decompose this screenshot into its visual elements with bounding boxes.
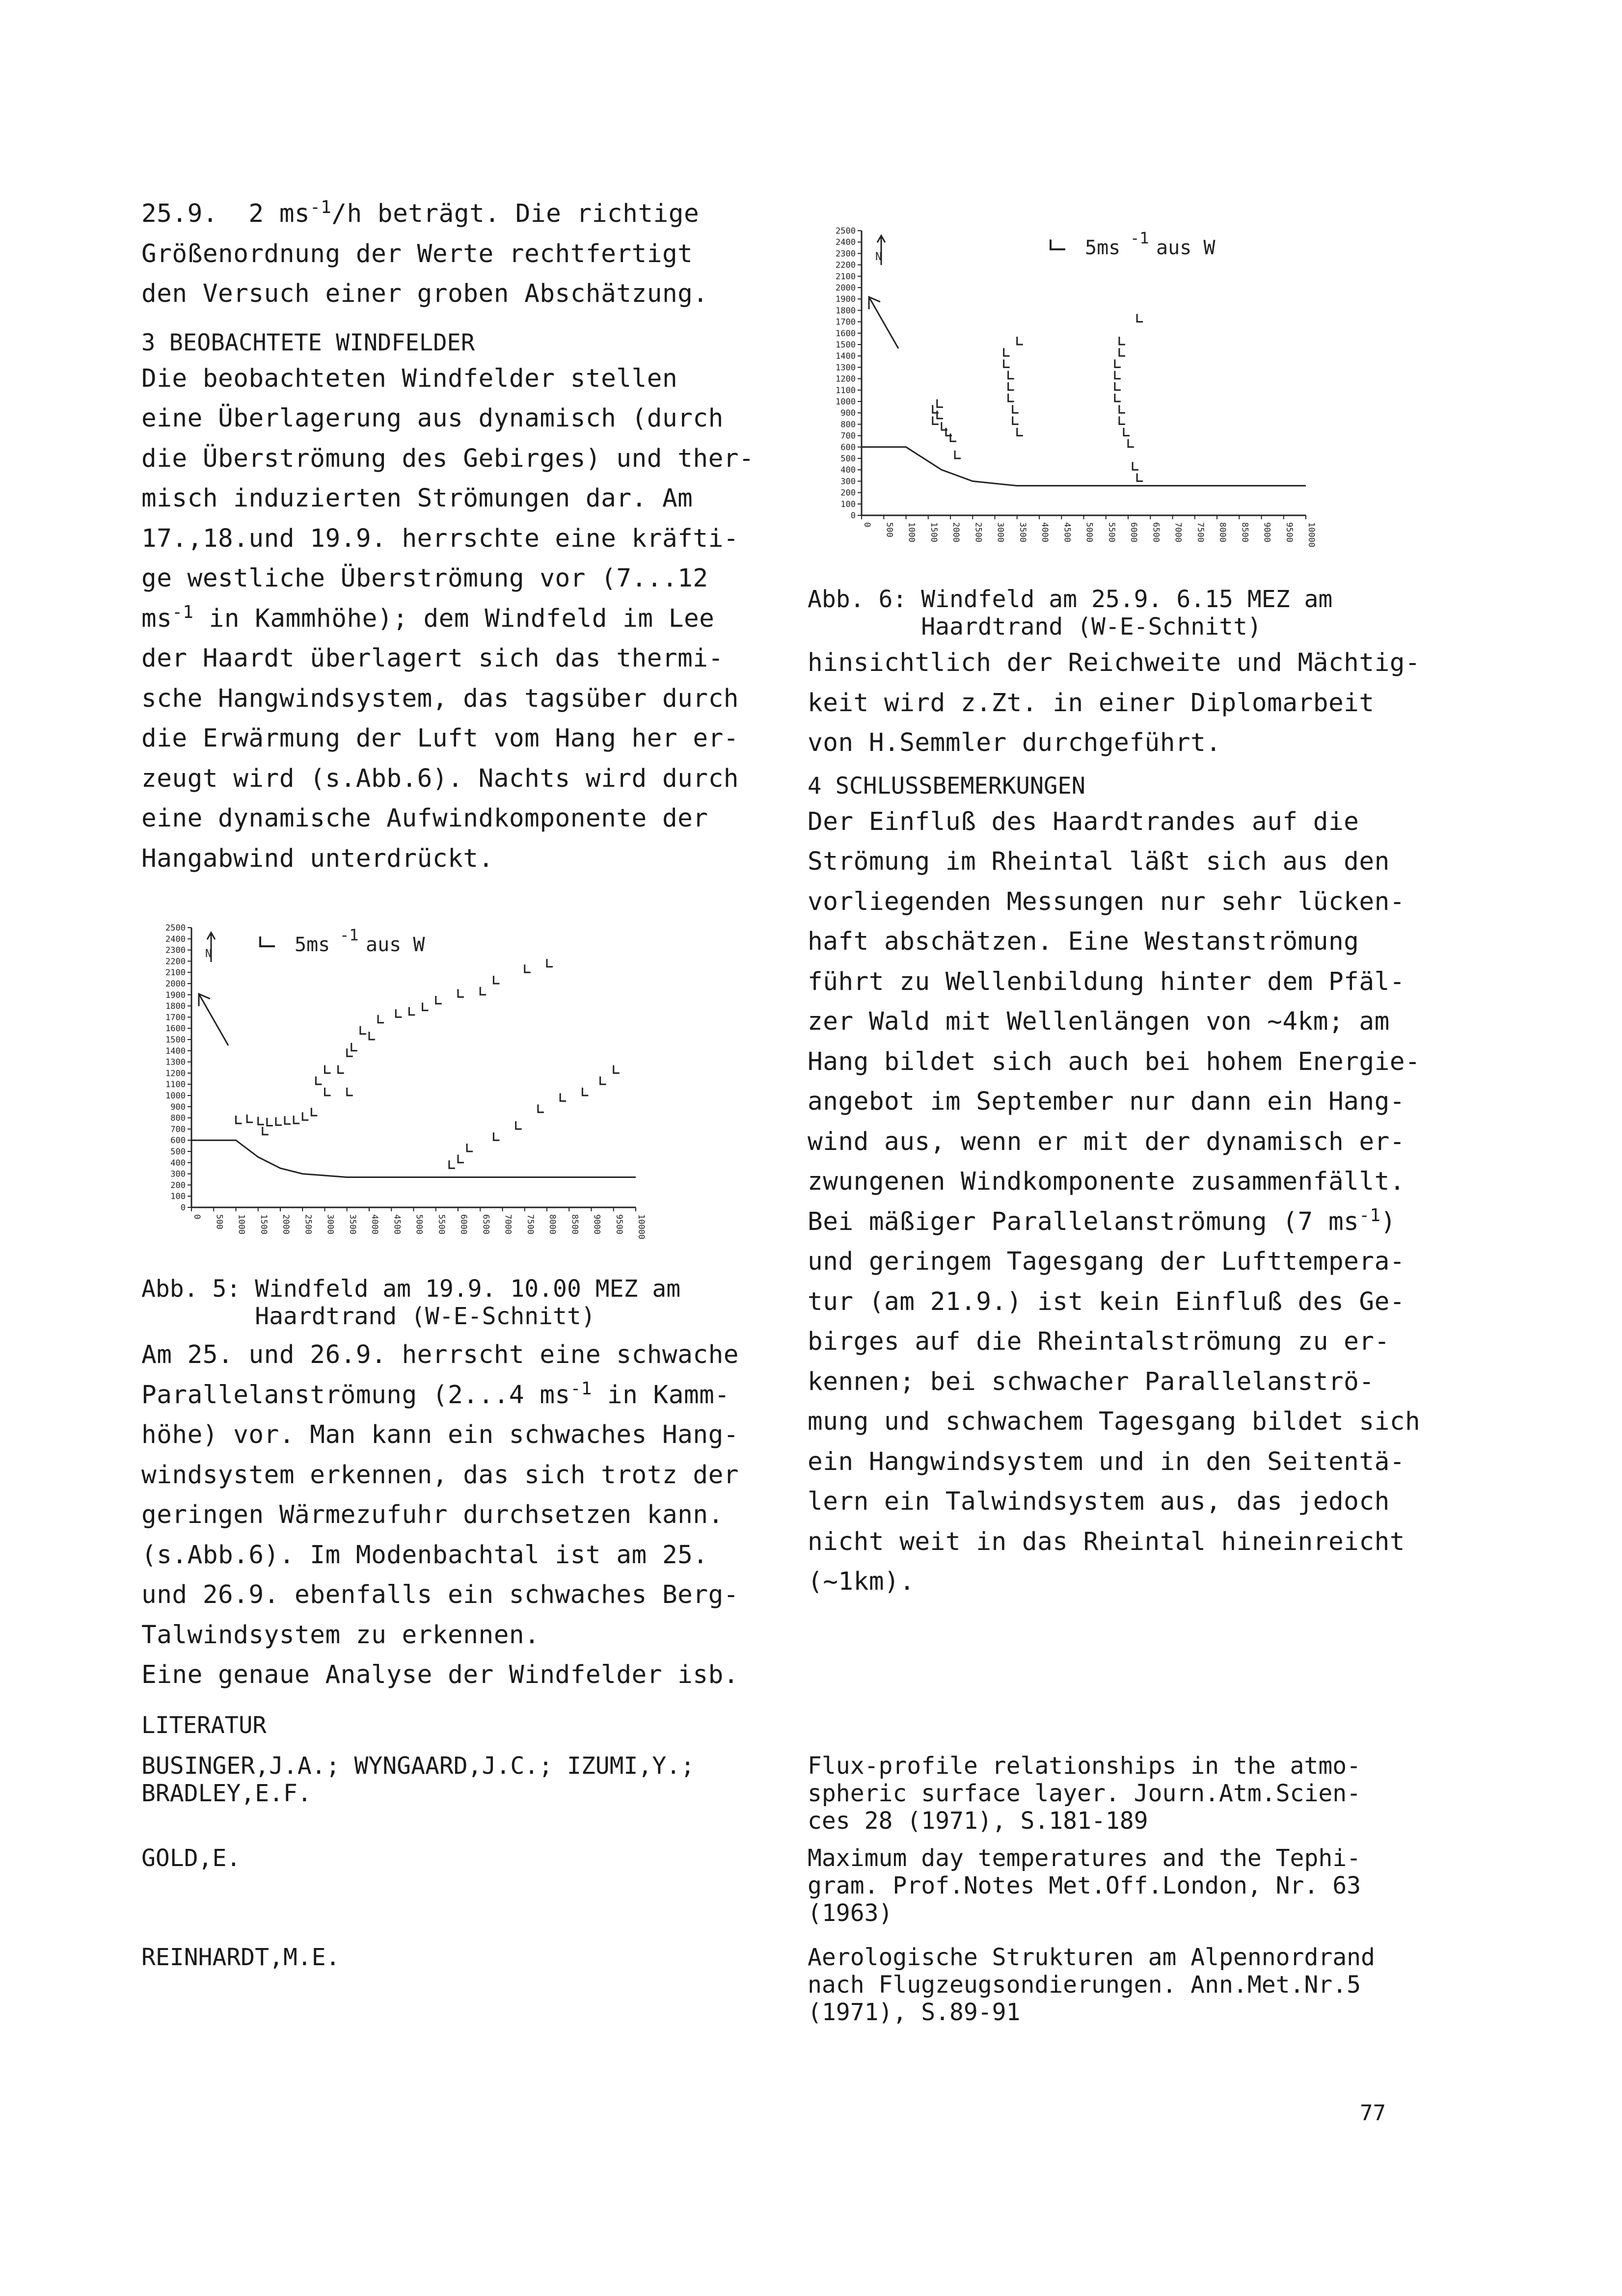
wind-barb [396, 1009, 402, 1017]
y-tick-label: 2200 [836, 260, 856, 270]
text-line: angebot im September nur dann ein Hang- [808, 1087, 1405, 1116]
text-line: Flux-profile relationships in the atmo- [808, 1752, 1361, 1780]
wind-barb [1137, 314, 1143, 322]
x-tick-label: 7000 [1173, 522, 1183, 542]
left-column [141, 194, 780, 879]
reference-arrow-icon [199, 994, 228, 1045]
text-line: kennen; bei schwacher Parallelanströ- [808, 1367, 1375, 1396]
text-line: mung und schwachem Tagesgang bildet sich [808, 1407, 1421, 1436]
y-tick-label: 300 [840, 477, 856, 487]
section-3-heading: 3 BEOBACHTETE WINDFELDER [141, 329, 475, 356]
y-tick-label: 300 [170, 1169, 186, 1179]
wind-barb [480, 987, 486, 995]
y-tick-label: 1400 [836, 351, 856, 362]
text-line: (s.Abb.6). Im Modenbachtal ist am 25. [141, 1540, 708, 1570]
wind-barb [360, 1026, 366, 1034]
y-tick-label: 2500 [165, 923, 186, 933]
paragraph-3 [141, 1335, 780, 1695]
y-tick-label: 700 [170, 1124, 186, 1135]
text-line: Die beobachteten Windfelder stellen [141, 364, 678, 393]
text-line: Am 25. und 26.9. herrscht eine schwache [141, 1340, 739, 1369]
y-tick-label: 1800 [165, 1001, 186, 1012]
y-tick-label: 2100 [165, 968, 186, 978]
wind-barb [302, 1112, 308, 1120]
text-line: ge westliche Überströmung vor (7...12 [141, 564, 708, 593]
legend-speed: 5ms [1085, 237, 1121, 259]
text-line: Strömung im Rheintal läßt sich aus den [808, 847, 1390, 876]
wind-barb [538, 1104, 544, 1112]
paragraph-5 [808, 802, 1460, 1602]
text-line: Abb. 5: Windfeld am 19.9. 10.00 MEZ am [141, 1275, 681, 1303]
y-tick-label: 700 [840, 431, 856, 441]
text-line: den Versuch einer groben Abschätzung. [141, 279, 708, 308]
x-tick-label: 7000 [503, 1214, 513, 1234]
text-line: führt zu Wellenbildung hinter dem Pfäl- [808, 967, 1405, 996]
wind-barb [582, 1088, 588, 1095]
text-line: nach Flugzeugsondierungen. Ann.Met.Nr.5 [808, 1971, 1361, 1999]
wind-barb [285, 1116, 291, 1124]
y-tick-label: 1000 [836, 397, 856, 407]
text-line: ein Hangwindsystem und in den Seitentä- [808, 1447, 1405, 1476]
text-line: sche Hangwindsystem, das tagsüber durch [141, 684, 739, 713]
reference-arrow-icon [869, 297, 898, 348]
wind-barb [937, 411, 943, 419]
wind-barb [338, 1065, 344, 1073]
y-tick-label: 100 [170, 1192, 186, 1202]
wind-barb [1008, 394, 1014, 401]
wind-barb [1119, 416, 1125, 424]
y-tick-label: 200 [170, 1180, 186, 1191]
text-line: BRADLEY,E.F. [141, 1780, 312, 1807]
y-tick-label: 2000 [165, 979, 186, 989]
paragraph-2 [141, 359, 780, 879]
y-tick-label: 1100 [165, 1080, 186, 1090]
wind-barb [449, 1160, 455, 1168]
x-tick-label: 500 [214, 1214, 224, 1229]
wind-barb [316, 1076, 322, 1084]
x-tick-label: 0 [192, 1214, 202, 1220]
text-line: REINHARDT,M.E. [141, 1944, 340, 1971]
text-line: und 26.9. ebenfalls ein schwaches Berg- [141, 1580, 739, 1609]
wind-barb [1133, 462, 1138, 470]
text-line: Bei mäßiger Parallelanströmung (7 $ms^{-1}$) [808, 1205, 1396, 1236]
text-line: geringen Wärmezufuhr durchsetzen kann. [141, 1500, 724, 1529]
wind-barb [325, 1065, 331, 1073]
text-line: Aerologische Strukturen am Alpennordrand [808, 1944, 1375, 1971]
y-tick-label: 1100 [836, 385, 856, 396]
y-tick-label: 1600 [836, 328, 856, 339]
x-tick-label: 5500 [436, 1214, 446, 1234]
text-line: höhe) vor. Man kann ein schwaches Hang- [141, 1420, 739, 1449]
wind-barb [560, 1093, 566, 1101]
axes [165, 923, 646, 1239]
wind-barb [1128, 439, 1134, 447]
wind-barb [1115, 394, 1121, 401]
x-tick-label: 0 [862, 522, 872, 528]
text-line: (1971), S.89-91 [808, 1999, 1021, 2026]
text-line: Talwindsystem zu erkennen. [141, 1620, 540, 1650]
x-tick-label: 7500 [525, 1214, 535, 1234]
x-tick-label: 3000 [325, 1214, 335, 1234]
text-line: 17.,18.und 19.9. herrschte eine kräfti- [141, 524, 739, 553]
wind-barb [247, 1115, 253, 1122]
wind-barb [325, 1088, 331, 1095]
wind-barb [1137, 473, 1143, 481]
wind-barb [1119, 348, 1125, 356]
y-tick-label: 1400 [165, 1046, 186, 1056]
wind-barb [1008, 371, 1014, 379]
wind-barb [1115, 371, 1121, 379]
wind-barb [614, 1065, 620, 1073]
x-tick-label: 1500 [928, 522, 939, 542]
text-line: $ms^{-1}$ in Kammhöhe); dem Windfeld im Lee [141, 602, 715, 633]
x-tick-label: 9000 [1262, 522, 1272, 542]
text-line: von H.Semmler durchgeführt. [808, 728, 1221, 757]
wind-barb [294, 1116, 299, 1123]
ref-title-3 [808, 1944, 1460, 2026]
x-tick-label: 6000 [459, 1214, 468, 1234]
text-line: (1963) [808, 1899, 893, 1927]
literature [141, 1706, 780, 1745]
wind-barb [955, 451, 961, 458]
y-tick-label: 1200 [165, 1068, 186, 1079]
y-tick-label: 2400 [836, 238, 856, 248]
wind-barb [1017, 337, 1023, 345]
y-tick-label: 1500 [165, 1035, 186, 1045]
wind-barb [1013, 405, 1019, 413]
text-line: tur (am 21.9.) ist kein Einfluß des Ge- [808, 1287, 1405, 1316]
wind-barb [1013, 416, 1019, 424]
wind-barb [423, 1003, 429, 1011]
left-column-lower [141, 1335, 780, 1695]
x-tick-label: 2000 [951, 522, 961, 542]
paragraph-1 [141, 194, 780, 314]
wind-barb [1115, 359, 1121, 367]
text-line: der Haardt überlagert sich das thermi- [141, 644, 724, 673]
y-tick-label: 1900 [836, 294, 856, 305]
text-line: keit wird z.Zt. in einer Diplomarbeit [808, 688, 1375, 718]
x-tick-label: 10000 [1306, 522, 1316, 548]
x-tick-label: 4000 [1040, 522, 1050, 542]
x-tick-label: 2000 [281, 1214, 291, 1234]
y-tick-label: 1000 [165, 1091, 186, 1101]
wind-barb [369, 1032, 375, 1040]
ref-author-3 [141, 1944, 780, 1971]
text-line: Der Einfluß des Haardtrandes auf die [808, 807, 1359, 836]
y-tick-label: 2300 [165, 945, 186, 956]
wind-barb [547, 959, 553, 967]
x-tick-label: 6500 [481, 1214, 491, 1234]
text-line: nicht weit in das Rheintal hineinreicht [808, 1527, 1405, 1556]
terrain-profile [862, 447, 1306, 486]
y-tick-label: 400 [840, 465, 856, 476]
figure-5-plot [145, 913, 660, 1247]
y-tick-label: 1300 [836, 363, 856, 373]
x-tick-label: 9500 [1284, 522, 1294, 542]
text-line: (~1km). [808, 1567, 915, 1596]
x-tick-label: 8000 [1217, 522, 1227, 542]
text-line: zer Wald mit Wellenlängen von ~4km; am [808, 1007, 1390, 1036]
figure-6-caption [808, 586, 1460, 641]
wind-barb [458, 1155, 464, 1163]
wind-barb [600, 1076, 606, 1084]
text-line: Haardtrand (W-E-Schnitt) [141, 1303, 595, 1330]
wind-barb [267, 1118, 273, 1126]
y-tick-label: 0 [180, 1203, 186, 1213]
wind-barb [493, 976, 499, 984]
wind-barb [351, 1043, 357, 1051]
x-tick-label: 5000 [414, 1214, 424, 1234]
x-tick-label: 6000 [1129, 522, 1138, 542]
y-tick-label: 800 [840, 420, 856, 430]
y-tick-label: 2200 [165, 957, 186, 967]
wind-barb [1004, 348, 1010, 356]
wind-barb-legend-icon [260, 936, 275, 946]
text-line: Haardtrand (W-E-Schnitt) [808, 613, 1262, 641]
x-tick-label: 3500 [347, 1214, 357, 1234]
x-tick-label: 1000 [236, 1214, 246, 1234]
x-tick-label: 9500 [614, 1214, 624, 1234]
legend-direction: aus W [1156, 237, 1216, 259]
wind-barb [258, 1117, 264, 1124]
text-line: die Überströmung des Gebirges) und ther- [141, 444, 755, 473]
wind-barb [347, 1088, 353, 1095]
text-line: zeugt wird (s.Abb.6). Nachts wird durch [141, 764, 739, 793]
wind-barb [263, 1127, 269, 1135]
wind-barb [276, 1117, 282, 1125]
wind-barb [1119, 337, 1125, 345]
text-line: eine dynamische Aufwindkomponente der [141, 804, 708, 833]
paragraph-4 [808, 643, 1460, 763]
ref-title-1 [808, 1752, 1460, 1835]
y-tick-label: 100 [840, 499, 856, 509]
y-tick-label: 1500 [836, 340, 856, 350]
y-tick-label: 2400 [165, 934, 186, 944]
x-tick-label: 10000 [636, 1214, 646, 1240]
y-tick-label: 1800 [836, 306, 856, 316]
wind-barb [436, 996, 442, 1004]
figure-6-wind-field [815, 216, 1330, 555]
wind-barb [378, 1015, 384, 1023]
north-label: N [875, 251, 882, 263]
x-tick-label: 6500 [1151, 522, 1161, 542]
wind-barbs [236, 959, 620, 1168]
text-line: spheric surface layer. Journ.Atm.Scien- [808, 1780, 1361, 1807]
text-line: die Erwärmung der Luft vom Hang her er- [141, 724, 739, 753]
text-line: zwungenen Windkomponente zusammenfällt. [808, 1167, 1405, 1196]
page-number: 77 [1360, 2101, 1386, 2126]
y-tick-label: 400 [170, 1158, 186, 1168]
y-tick-label: 500 [170, 1147, 186, 1157]
wind-barb [516, 1121, 522, 1129]
wind-barb [950, 433, 956, 441]
y-tick-label: 1900 [165, 990, 186, 1000]
text-line: misch induzierten Strömungen dar. Am [141, 484, 693, 513]
ref-author-1 [141, 1752, 780, 1807]
y-tick-label: 1700 [165, 1013, 186, 1023]
wind-barb [236, 1116, 242, 1123]
axes [836, 226, 1316, 547]
y-tick-label: 800 [170, 1113, 186, 1123]
y-tick-label: 1600 [165, 1024, 186, 1034]
text-line: birges auf die Rheintalströmung zu er- [808, 1327, 1390, 1356]
text-line: gram. Prof.Notes Met.Off.London, Nr. 63 [808, 1872, 1361, 1899]
ref-author-2 [141, 1844, 780, 1872]
text-line: Eine genaue Analyse der Windfelder isb. [141, 1660, 739, 1689]
wind-barb-legend-icon [1051, 240, 1065, 249]
y-tick-label: 600 [170, 1136, 186, 1146]
figure-6-plot [815, 216, 1330, 555]
text-line: windsystem erkennen, das sich trotz der [141, 1460, 739, 1490]
legend-exponent: -1 [1130, 229, 1149, 247]
wind-barb [458, 989, 464, 997]
text-line: eine Überlagerung aus dynamisch (durch [141, 404, 724, 433]
legend-direction: aus W [366, 934, 425, 956]
right-column [808, 643, 1460, 1602]
wind-barb [525, 964, 531, 972]
y-tick-label: 1700 [836, 317, 856, 327]
text-line: BUSINGER,J.A.; WYNGAARD,J.C.; IZUMI,Y.; [141, 1752, 695, 1780]
x-tick-label: 7500 [1195, 522, 1205, 542]
x-tick-label: 8000 [547, 1214, 557, 1234]
x-tick-label: 500 [884, 522, 894, 537]
wind-barb [1119, 405, 1125, 413]
x-tick-label: 5500 [1106, 522, 1116, 542]
north-label: N [205, 948, 212, 960]
figure-5-caption [141, 1275, 780, 1330]
text-line: vorliegenden Messungen nur sehr lücken- [808, 887, 1405, 916]
text-line: und geringem Tagesgang der Lufttempera- [808, 1247, 1405, 1276]
y-tick-label: 900 [840, 408, 856, 419]
section-4-heading: 4 SCHLUSSBEMERKUNGEN [808, 772, 1085, 800]
x-tick-label: 8500 [1240, 522, 1250, 542]
y-tick-label: 2100 [836, 271, 856, 282]
y-tick-label: 1200 [836, 374, 856, 384]
text-line: 25.9. 2 $ms^{-1}/h$ beträgt. Die richtige [141, 197, 700, 228]
x-tick-label: 3500 [1017, 522, 1027, 542]
y-tick-label: 500 [840, 454, 856, 464]
text-line: haft abschätzen. Eine Westanströmung [808, 927, 1359, 956]
text-line: wind aus, wenn er mit der dynamisch er- [808, 1127, 1405, 1156]
terrain-profile [191, 1140, 636, 1177]
y-tick-label: 600 [840, 442, 856, 453]
text-line: Abb. 6: Windfeld am 25.9. 6.15 MEZ am [808, 586, 1333, 613]
x-tick-label: 4500 [392, 1214, 402, 1234]
y-tick-label: 2500 [836, 226, 856, 236]
text-line: lern ein Talwindsystem aus, das jedoch [808, 1487, 1390, 1516]
x-tick-label: 2500 [303, 1214, 313, 1234]
y-tick-label: 2000 [836, 283, 856, 293]
wind-barb [1008, 382, 1014, 390]
wind-barb [1115, 382, 1121, 390]
wind-barb [1124, 428, 1130, 436]
legend-exponent: -1 [340, 926, 359, 944]
wind-barbs [933, 314, 1143, 481]
text-line: hinsichtlich der Reichweite und Mächtig- [808, 648, 1421, 677]
x-tick-label: 9000 [592, 1214, 602, 1234]
x-tick-label: 8500 [569, 1214, 580, 1234]
wind-barb [937, 400, 943, 407]
x-tick-label: 4000 [370, 1214, 379, 1234]
figure-5-wind-field [145, 913, 660, 1247]
y-tick-label: 1300 [165, 1057, 186, 1068]
literature-heading: LITERATUR [141, 1712, 267, 1739]
text-line: Maximum day temperatures and the Tephi- [808, 1844, 1361, 1872]
x-tick-label: 3000 [995, 522, 1005, 542]
wind-barb [311, 1108, 317, 1116]
x-tick-label: 1000 [906, 522, 917, 542]
ref-title-2 [808, 1844, 1460, 1927]
x-tick-label: 2500 [973, 522, 983, 542]
x-tick-label: 5000 [1084, 522, 1094, 542]
legend-speed: 5ms [295, 934, 330, 956]
wind-barb [467, 1144, 473, 1151]
y-tick-label: 900 [170, 1102, 186, 1112]
wind-barb [409, 1007, 415, 1015]
wind-barb [493, 1132, 499, 1140]
y-tick-label: 0 [850, 511, 856, 521]
y-tick-label: 200 [840, 488, 856, 498]
x-tick-label: 4500 [1062, 522, 1072, 542]
text-line: GOLD,E. [141, 1844, 241, 1872]
text-line: Parallelanströmung (2...4 $ms^{-1}$ in Kamm- [141, 1378, 730, 1410]
text-line: Hang bildet sich auch bei hohem Energie- [808, 1047, 1421, 1076]
text-line: Hangabwind unterdrückt. [141, 844, 494, 873]
wind-barb [1017, 428, 1023, 436]
wind-barb [1004, 359, 1010, 367]
text-line: ces 28 (1971), S.181-189 [808, 1807, 1148, 1835]
y-tick-label: 2300 [836, 249, 856, 259]
x-tick-label: 1500 [258, 1214, 269, 1234]
text-line: Größenordnung der Werte rechtfertigt [141, 239, 693, 268]
